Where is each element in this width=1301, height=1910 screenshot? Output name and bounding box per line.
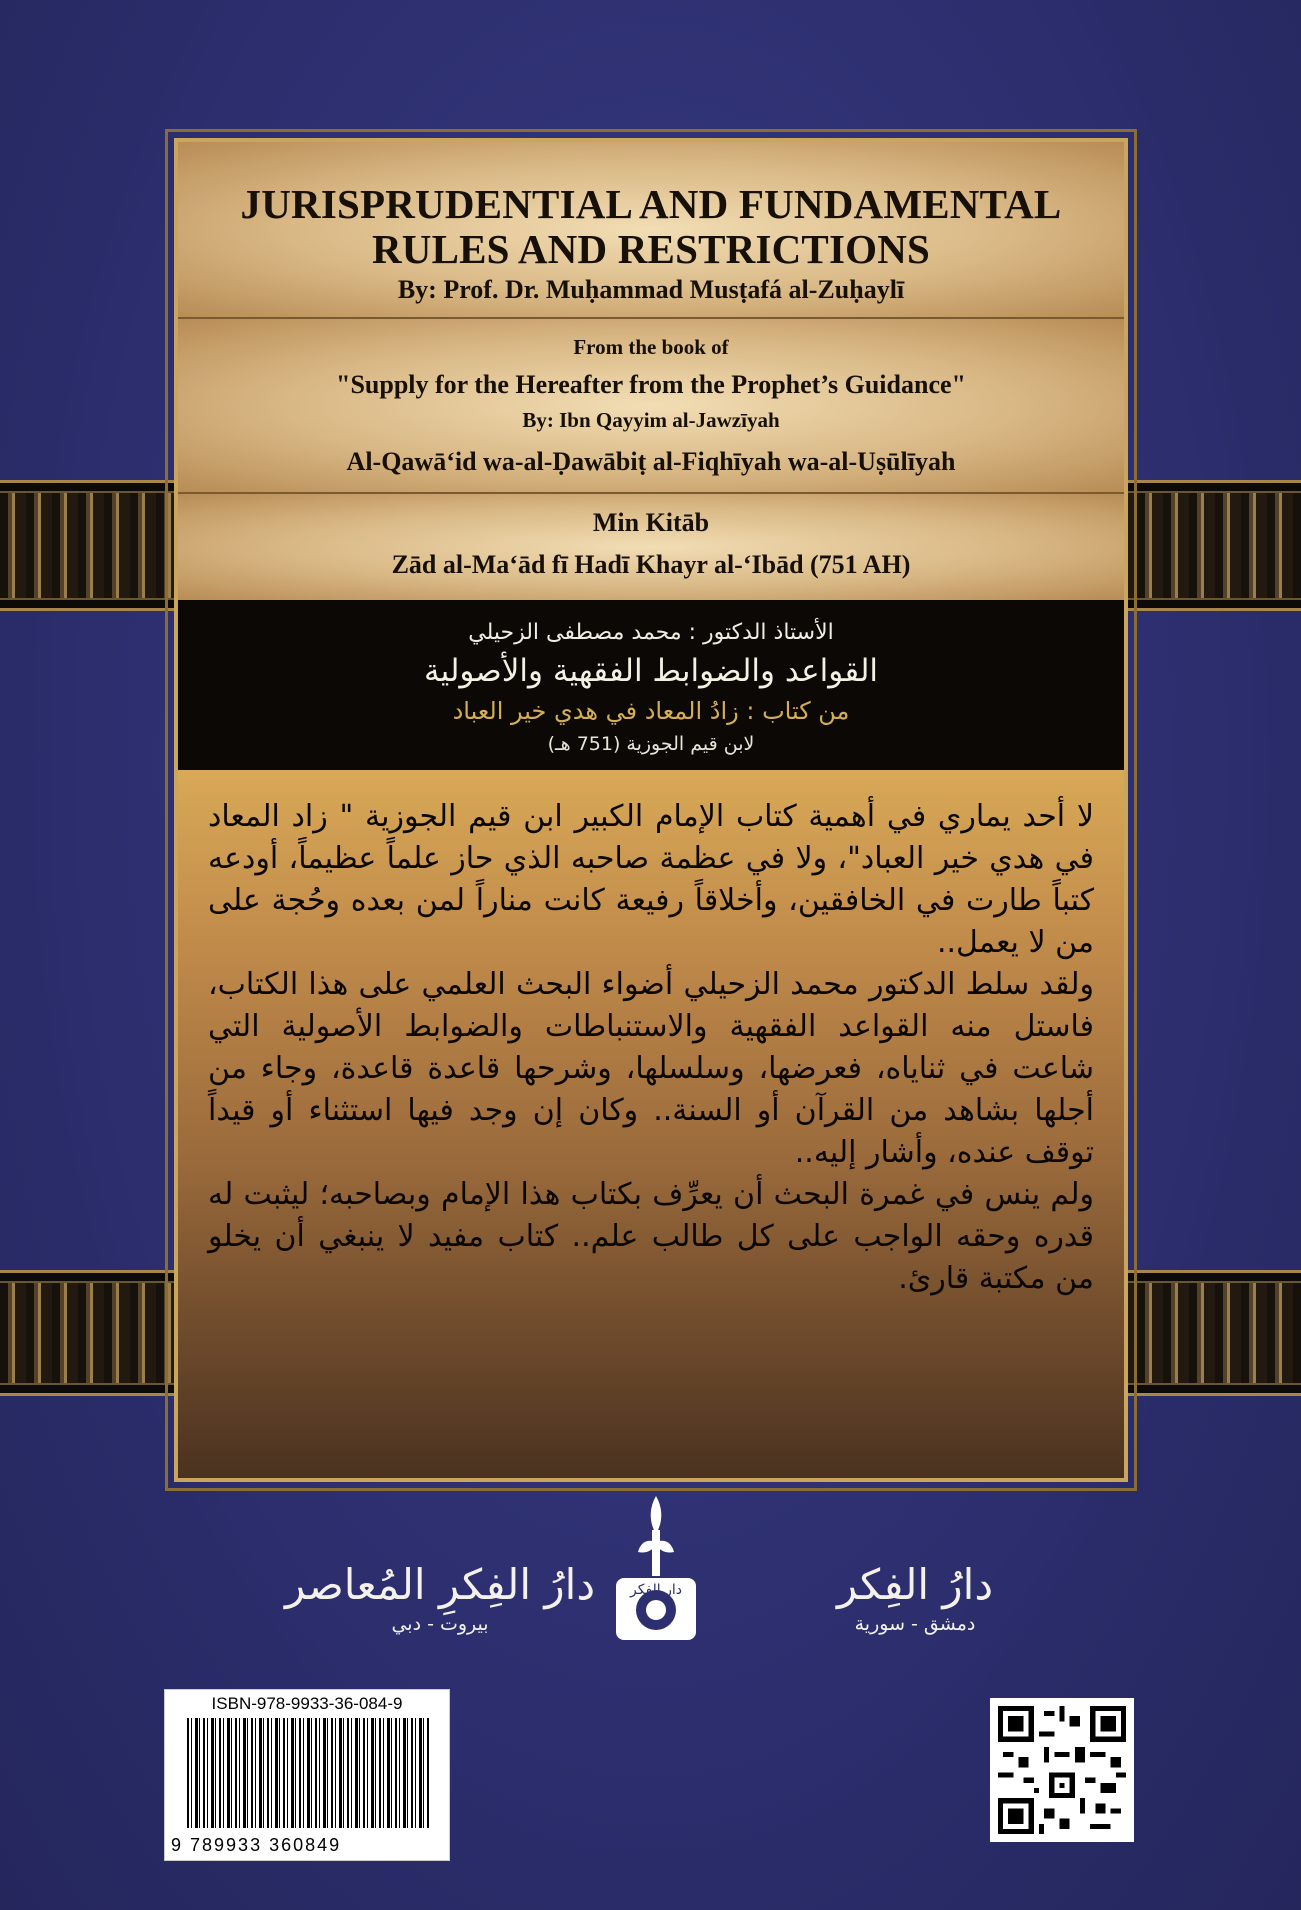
ornament-right xyxy=(1111,1281,1301,1385)
description-paragraph: لا أحد يماري في أهمية كتاب الإمام الكبير ابن قيم الجوزية " زاد المعاد في هدي خير العباد"، ولا في عظمة صاحبه الذي حاز علماً عظيماً، أودعه كتباً طارت في الخافقين، وأخلاقاً رفيعة كانت مناراً لمن بعده وحُجة على من لا يعمل.. xyxy=(208,799,1094,960)
publisher-name: دارُ الفِكر xyxy=(836,1560,994,1609)
zad-title: Zād al-Ma‘ād fī Hadī Khayr al-‘Ibād (751 AH) xyxy=(391,550,911,579)
min-kitab: Min Kitāb xyxy=(592,508,710,537)
description-paragraph: ولم ينس في غمرة البحث أن يعرِّف بكتاب هذا الإمام وبصاحبه؛ ليثبت له قدره وحقه الواجب على كل طالب علم.. كتاب مفيد لا ينبغي أن يخلو من مكتبة قارئ. xyxy=(208,1177,1094,1296)
description-paragraph: ولقد سلط الدكتور محمد الزحيلي أضواء البحث العلمي على هذا الكتاب، فاستل منه القواعد الفقهية والاستنباطات والضوابط الأصولية التي شاعت في ثناياه، فعرضها، وسلسلها، وشرحها قاعدة قاعدة، وجاء من أجلها بشاهد من القرآن أو السنة.. وكان إن وجد فيها استثناء أو قيداً توقف عنده، وأشار إليه.. xyxy=(208,967,1094,1170)
ean-number: 9 789933 360849 xyxy=(171,1835,443,1856)
arabic-header xyxy=(178,600,1124,770)
barcode xyxy=(164,1689,450,1861)
arabic-from-book: من كتاب : زادُ المعاد في هدي خير العباد xyxy=(452,697,850,725)
transliteration-block xyxy=(178,494,1124,600)
from-line: From the book of xyxy=(573,335,729,359)
book-author: By: Prof. Dr. Muḥammad Musṭafá al-Zuḥaylī xyxy=(397,275,905,304)
qr-code-icon xyxy=(990,1698,1134,1842)
arabic-description xyxy=(178,770,1124,1478)
barcode-bars xyxy=(187,1718,431,1828)
arabic-ibn: لابن قيم الجوزية (751 هـ) xyxy=(547,733,755,755)
transliterated-title: Al-Qawā‘id wa-al-Ḍawābiṭ al-Fiqhīyah wa-al-Uṣūlīyah xyxy=(346,447,956,476)
book-title: JURISPRUDENTIAL AND FUNDAMENTAL RULES AND RESTRICTIONS xyxy=(240,181,1062,272)
cover-panel xyxy=(174,138,1128,1482)
arabic-author: الأستاذ الدكتور : محمد مصطفى الزحيلي xyxy=(468,620,834,645)
source-author: By: Ibn Qayyim al-Jawzīyah xyxy=(522,408,780,432)
publisher-name: دارُ الفِكرِ المُعاصر xyxy=(284,1560,596,1609)
ornament-right xyxy=(1111,491,1301,600)
title-block xyxy=(178,142,1124,319)
ornament-left xyxy=(0,491,190,600)
isbn-text: ISBN-978-9933-36-084-9 xyxy=(211,1694,403,1713)
publisher-city: بيروت - دبي xyxy=(391,1613,489,1635)
publisher-logo-icon xyxy=(612,1490,700,1650)
publisher-left xyxy=(270,1560,610,1635)
source-block xyxy=(178,319,1124,494)
arabic-title: القواعد والضوابط الفقهية والأصولية xyxy=(424,653,878,689)
publisher-city: دمشق - سورية xyxy=(854,1613,976,1635)
publisher-right xyxy=(770,1560,1060,1635)
ornament-left xyxy=(0,1281,190,1385)
source-title: "Supply for the Hereafter from the Prophet’s Guidance" xyxy=(336,370,966,399)
logo-text: دار الفكر xyxy=(629,1582,683,1598)
